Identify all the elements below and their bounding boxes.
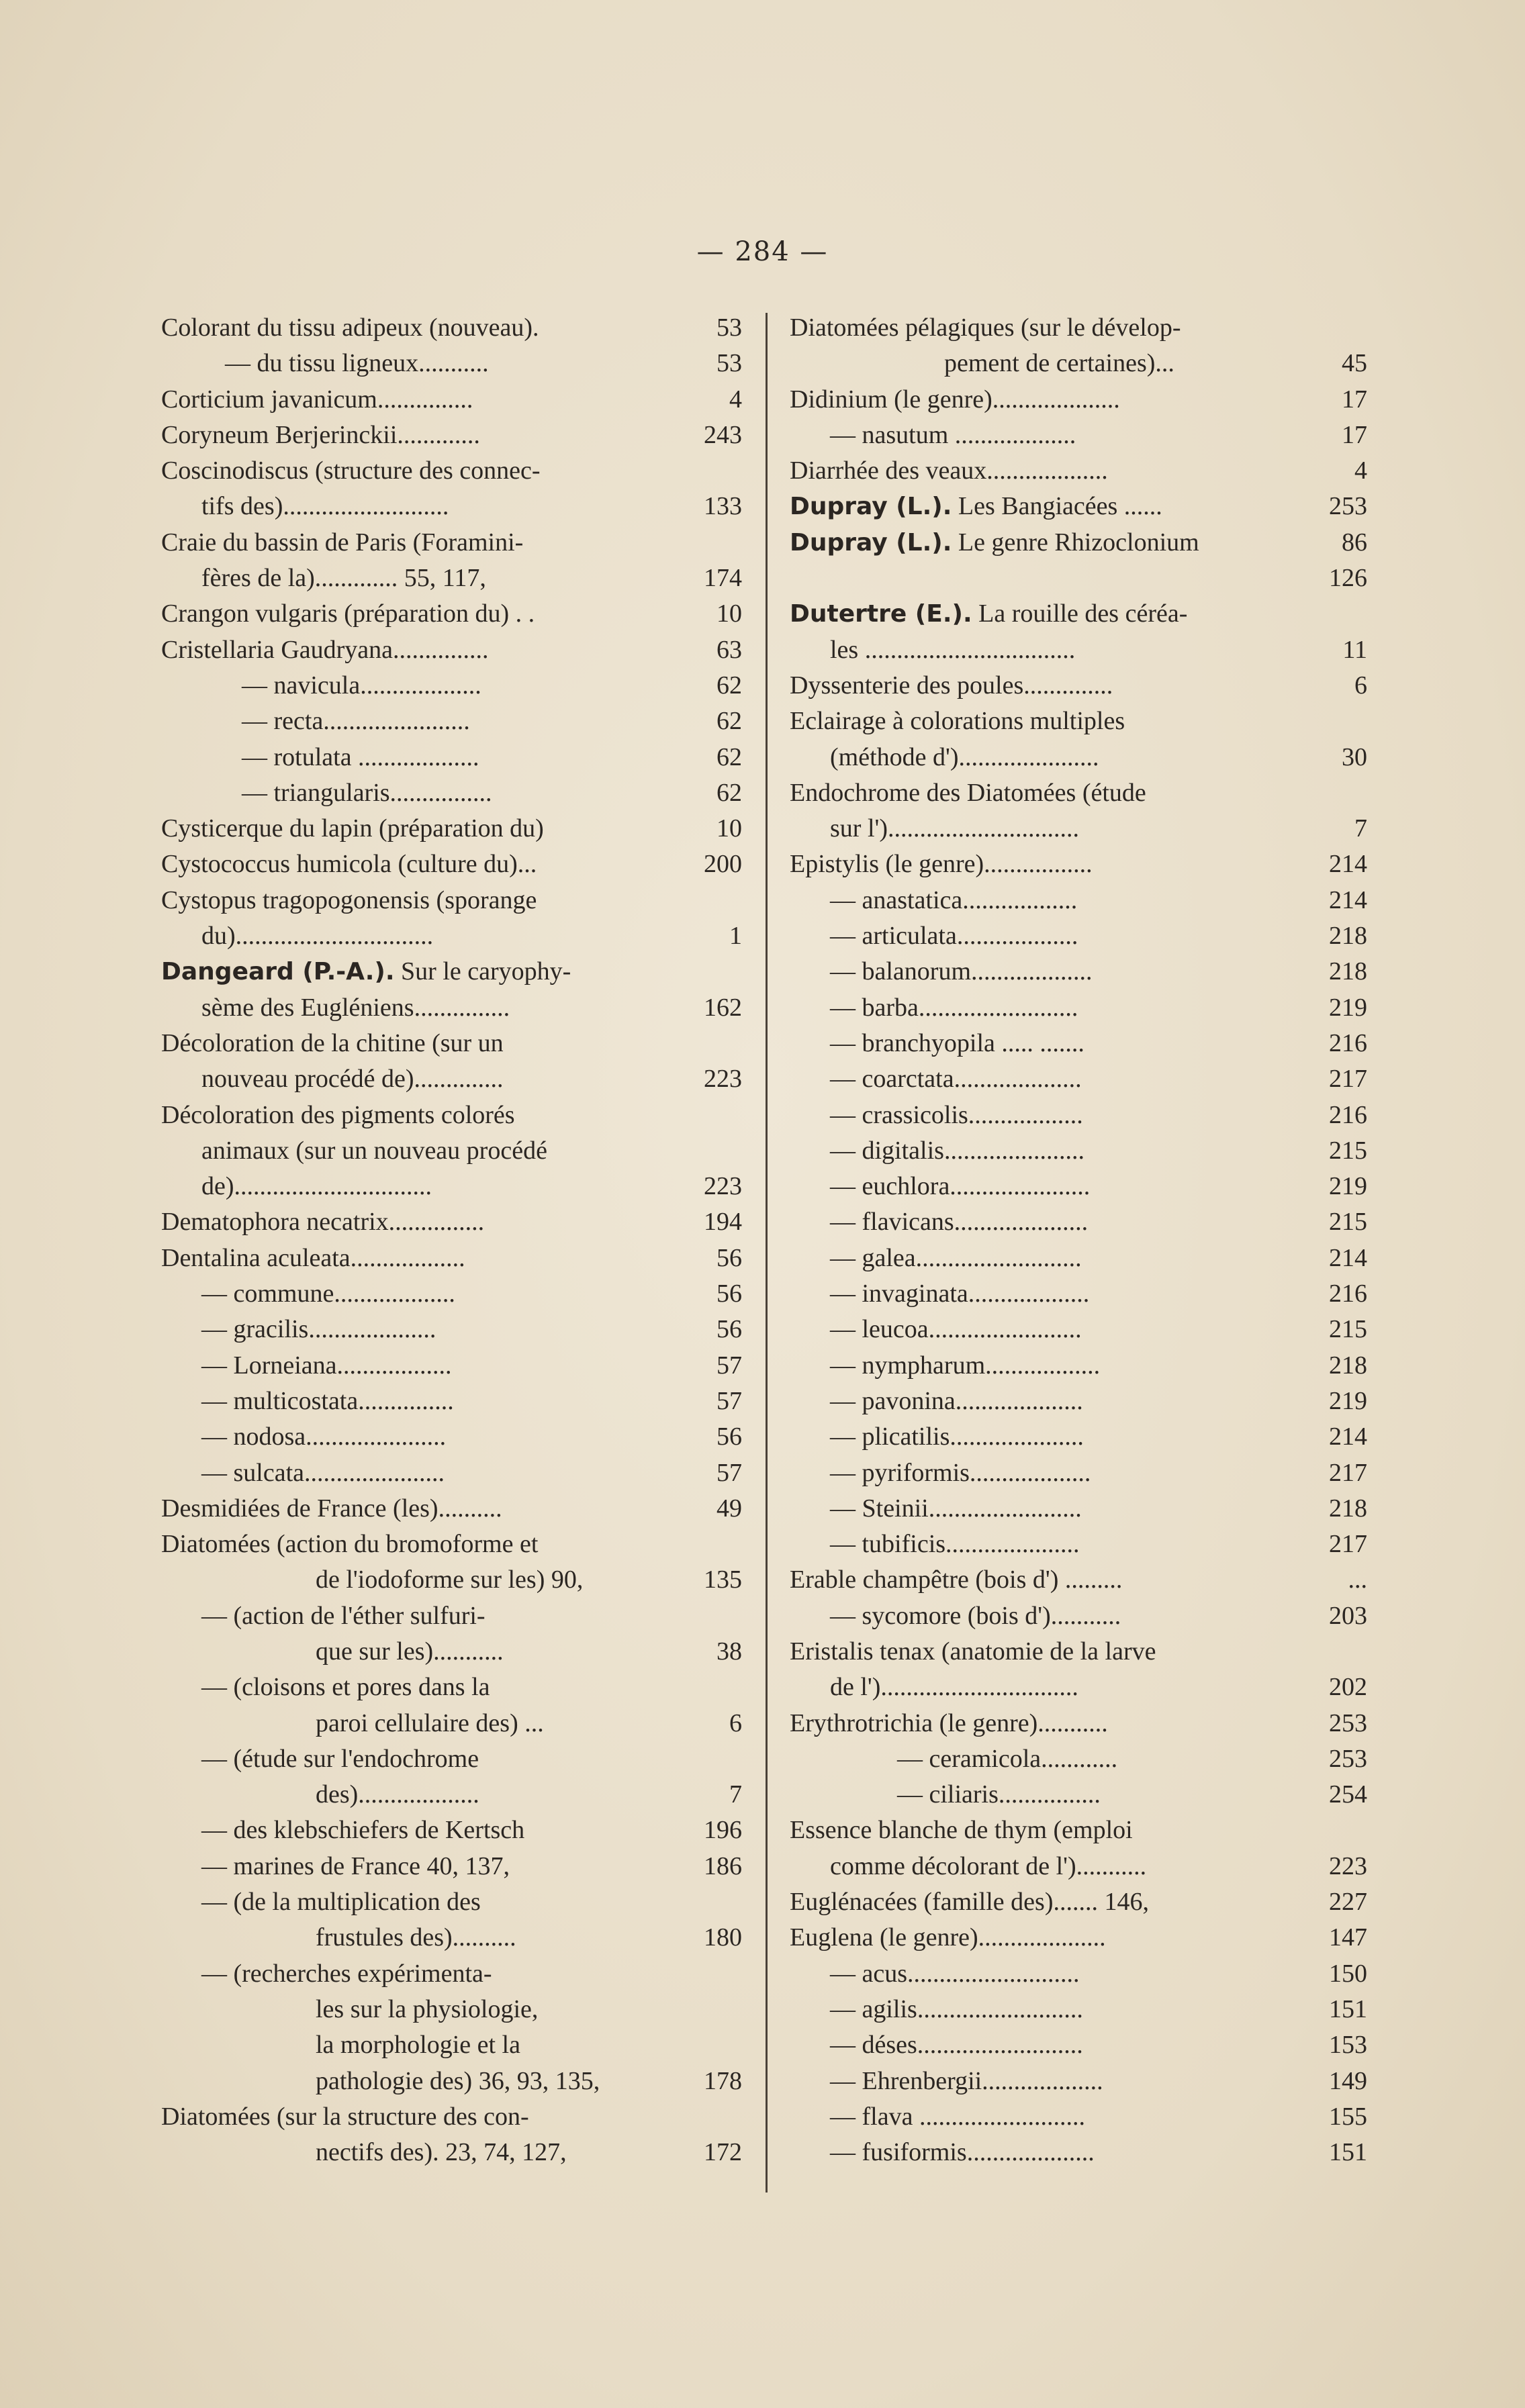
index-entry-text: la morphologie et la	[316, 2031, 520, 2060]
index-entry	[790, 775, 1367, 811]
index-entry-page: 194	[704, 1208, 742, 1237]
index-entry	[161, 1634, 742, 1670]
index-entry-page: 203	[1329, 1601, 1367, 1630]
index-entry-page: 6	[729, 1708, 742, 1737]
index-entry-page: 153	[1329, 2031, 1367, 2060]
index-entry-text: nectifs des). 23, 74, 127,	[316, 2138, 567, 2167]
index-entry-page: 216	[1329, 1028, 1367, 1057]
index-entry-page: 214	[1329, 1423, 1367, 1451]
index-entry-text: — crassicolis..................	[830, 1100, 1083, 1129]
index-entry-text: — déses..........................	[830, 2031, 1083, 2060]
index-entry-text: — Steinii........................	[830, 1494, 1082, 1523]
index-entry	[161, 1026, 742, 1061]
index-entry-text: — coarctata....................	[830, 1065, 1082, 1094]
index-entry-text: — anastatica..................	[830, 885, 1078, 914]
index-entry	[161, 740, 742, 775]
index-entry	[161, 525, 742, 561]
index-entry	[161, 1670, 742, 1705]
index-entry-text: Dematophora necatrix...............	[161, 1208, 485, 1237]
index-entry-text: — rotulata ...................	[242, 742, 479, 771]
index-entry-page: 172	[704, 2138, 742, 2167]
index-entry	[161, 596, 742, 632]
index-entry	[161, 1348, 742, 1384]
index-entry-page: 216	[1329, 1100, 1367, 1129]
index-entry-text: Colorant du tissu adipeux (nouveau).	[161, 314, 539, 342]
index-entry-text: — invaginata...................	[830, 1280, 1090, 1308]
index-entry-text: du)...............................	[201, 922, 434, 951]
index-entry-text: — leucoa........................	[830, 1315, 1082, 1344]
index-entry	[790, 1670, 1367, 1705]
index-entry-text: les sur la physiologie,	[316, 1994, 539, 2023]
index-entry-page: 38	[717, 1637, 742, 1666]
index-entry	[161, 1061, 742, 1097]
index-entry	[790, 954, 1367, 990]
index-entry	[790, 1884, 1367, 1920]
index-entry-page: 1	[729, 922, 742, 951]
index-entry-text: Coscinodiscus (structure des connec-	[161, 456, 541, 485]
index-entry-page: 216	[1329, 1280, 1367, 1308]
index-entry-page: 196	[704, 1816, 742, 1845]
index-entry	[790, 2099, 1367, 2135]
index-entry-text: de l')...............................	[830, 1673, 1078, 1702]
index-entry	[161, 632, 742, 668]
index-entry-text: — acus...........................	[830, 1959, 1080, 1988]
index-entry	[790, 1527, 1367, 1562]
index-entry	[790, 1634, 1367, 1670]
index-entry-text: — pyriformis...................	[830, 1458, 1091, 1487]
index-entry-text: tifs des)..........................	[201, 492, 449, 521]
index-entry-text: — digitalis......................	[830, 1136, 1084, 1165]
index-entry-text: de l'iodoforme sur les) 90,	[316, 1566, 584, 1594]
index-entry	[161, 1527, 742, 1562]
index-entry-text: Dupray (L.). Les Bangiacées ......	[790, 492, 1162, 521]
index-entry-text: — du tissu ligneux...........	[225, 349, 489, 378]
index-entry-text: Diatomées pélagiques (sur le dévelop-	[790, 314, 1181, 342]
index-entry-page: 218	[1329, 922, 1367, 951]
index-entry-page: 62	[717, 778, 742, 807]
index-entry-text: Eclairage à colorations multiples	[790, 707, 1125, 736]
index-entry-page: 57	[717, 1351, 742, 1380]
index-entry	[161, 1598, 742, 1634]
index-entry-page: 219	[1329, 1172, 1367, 1201]
index-entry-text: Dutertre (E.). La rouille des céréa-	[790, 599, 1188, 628]
index-entry-page: 30	[1342, 742, 1367, 771]
index-entry	[790, 1133, 1367, 1169]
index-entry-page: 17	[1342, 420, 1367, 449]
index-entry-page: 10	[717, 599, 742, 628]
index-entry	[161, 1562, 742, 1598]
index-entry-text: Cristellaria Gaudryana...............	[161, 635, 489, 664]
index-entry	[790, 811, 1367, 847]
index-entry-text: (méthode d')......................	[830, 742, 1099, 771]
index-entry-text: — balanorum...................	[830, 957, 1093, 986]
index-column-left	[161, 310, 742, 2170]
index-entry	[161, 1384, 742, 1419]
index-entry-page: 218	[1329, 1351, 1367, 1380]
index-entry-page: 217	[1329, 1530, 1367, 1559]
index-entry-page: 17	[1342, 385, 1367, 414]
index-entry-text: Desmidiées de France (les)..........	[161, 1494, 502, 1523]
index-entry-text: que sur les)...........	[316, 1637, 504, 1666]
index-entry	[790, 2027, 1367, 2063]
index-entry-text: Coryneum Berjerinckii.............	[161, 420, 480, 449]
index-entry-text: les .................................	[830, 635, 1076, 664]
index-entry	[790, 740, 1367, 775]
index-entry	[790, 1491, 1367, 1527]
index-entry	[161, 1419, 742, 1455]
index-entry-page: 253	[1329, 1708, 1367, 1737]
index-entry-page: 217	[1329, 1458, 1367, 1487]
index-entry-page: 243	[704, 420, 742, 449]
index-entry-page: 7	[729, 1780, 742, 1809]
index-entry	[790, 1813, 1367, 1848]
index-entry-text: — (recherches expérimenta-	[201, 1959, 492, 1988]
index-entry-text: — flava ..........................	[830, 2102, 1085, 2131]
index-entry-page: 7	[1354, 814, 1367, 843]
index-entry	[161, 453, 742, 489]
index-entry-text: Essence blanche de thym (emploi	[790, 1816, 1133, 1845]
index-entry-page: 215	[1329, 1315, 1367, 1344]
index-entry-text: — articulata...................	[830, 922, 1078, 951]
index-entry-page: 150	[1329, 1959, 1367, 1988]
index-entry-text: — gracilis....................	[201, 1315, 436, 1344]
index-entry	[790, 525, 1367, 561]
index-entry	[790, 1098, 1367, 1133]
index-entry-text: — galea..........................	[830, 1243, 1082, 1272]
index-entry	[161, 954, 742, 990]
index-entry	[161, 1849, 742, 1884]
index-entry	[161, 775, 742, 811]
index-entry-text: — des klebschiefers de Kertsch	[201, 1816, 525, 1845]
index-entry	[790, 453, 1367, 489]
index-entry-page: 151	[1329, 1994, 1367, 2023]
index-entry-text: — branchyopila ..... .......	[830, 1028, 1084, 1057]
index-entry	[161, 1133, 742, 1169]
index-entry	[790, 1061, 1367, 1097]
index-entry-text: Erable champêtre (bois d') .........	[790, 1566, 1123, 1594]
index-entry-page: 215	[1329, 1208, 1367, 1237]
index-entry-text: Craie du bassin de Paris (Foramini-	[161, 528, 524, 557]
index-entry	[161, 561, 742, 596]
index-entry-text: frustules des)..........	[316, 1923, 516, 1952]
index-entry-page: 133	[704, 492, 742, 521]
index-entry	[161, 2099, 742, 2135]
index-entry	[161, 1098, 742, 1133]
index-entry	[790, 883, 1367, 918]
index-entry	[161, 2064, 742, 2099]
index-entry-page: 11	[1342, 635, 1367, 664]
index-entry	[790, 1276, 1367, 1312]
column-divider	[766, 313, 768, 2193]
index-entry	[161, 1992, 742, 2027]
index-entry-page: 253	[1329, 1744, 1367, 1773]
index-entry-text: Erythrotrichia (le genre)...........	[790, 1708, 1108, 1737]
index-entry-text: — ciliaris................	[897, 1780, 1101, 1809]
index-entry-page: 202	[1329, 1673, 1367, 1702]
index-entry	[161, 668, 742, 704]
index-entry	[790, 668, 1367, 704]
index-entry-page: 6	[1354, 671, 1367, 700]
index-entry-page: 45	[1342, 349, 1367, 378]
index-entry-page: 56	[717, 1243, 742, 1272]
index-entry-text: de)...............................	[201, 1172, 432, 1201]
index-entry	[790, 418, 1367, 453]
index-entry-page: 214	[1329, 1243, 1367, 1272]
index-entry-page: 174	[704, 564, 742, 593]
index-entry-page: 254	[1329, 1780, 1367, 1809]
index-entry-text: — Ehrenbergii...................	[830, 2066, 1103, 2095]
index-entry-page: 49	[717, 1494, 742, 1523]
index-entry-page: 86	[1342, 528, 1367, 557]
index-entry	[161, 1455, 742, 1491]
index-entry-text: Crangon vulgaris (préparation du) . .	[161, 599, 535, 628]
index-entry-page: 227	[1329, 1888, 1367, 1917]
index-entry	[161, 1706, 742, 1741]
index-entry-text: Euglena (le genre)....................	[790, 1923, 1106, 1952]
index-entry	[161, 382, 742, 418]
index-entry-text: Endochrome des Diatomées (étude	[790, 778, 1146, 807]
index-entry	[161, 1741, 742, 1777]
index-entry-text: — sycomore (bois d')...........	[830, 1601, 1121, 1630]
index-entry-page: 62	[717, 671, 742, 700]
index-entry	[161, 489, 742, 524]
index-entry	[161, 704, 742, 739]
index-entry	[790, 1562, 1367, 1598]
index-entry	[790, 1992, 1367, 2027]
index-entry-text: — recta.......................	[242, 707, 470, 736]
index-column-right	[790, 310, 1367, 2170]
index-entry	[161, 1312, 742, 1347]
index-entry	[161, 918, 742, 954]
index-entry-text: des)...................	[316, 1780, 479, 1809]
index-entry	[790, 847, 1367, 882]
index-entry-page: 223	[1329, 1851, 1367, 1880]
index-entry-text: pement de certaines)...	[944, 349, 1174, 378]
index-entry-page: 217	[1329, 1065, 1367, 1094]
index-entry-text: comme décolorant de l')...........	[830, 1851, 1147, 1880]
index-entry-page: 223	[704, 1065, 742, 1094]
index-entry-text: — nodosa......................	[201, 1423, 447, 1451]
index-entry-page: 4	[729, 385, 742, 414]
index-entry-text: Décoloration de la chitine (sur un	[161, 1028, 504, 1057]
index-entry	[161, 1884, 742, 1920]
index-entry-text: Diarrhée des veaux...................	[790, 456, 1108, 485]
index-entry-page: 149	[1329, 2066, 1367, 2095]
index-entry	[161, 990, 742, 1026]
index-entry-page: 10	[717, 814, 742, 843]
index-entry-page: 135	[704, 1566, 742, 1594]
index-entry-text: Décoloration des pigments colorés	[161, 1100, 515, 1129]
index-entry	[790, 346, 1367, 381]
index-entry	[161, 1920, 742, 1956]
index-entry	[790, 1706, 1367, 1741]
index-entry-page: 4	[1354, 456, 1367, 485]
index-entry	[161, 1169, 742, 1204]
index-entry	[790, 1241, 1367, 1276]
index-entry-text: — nympharum..................	[830, 1351, 1101, 1380]
index-entry	[790, 310, 1367, 346]
index-entry-text: Epistylis (le genre).................	[790, 850, 1093, 879]
index-entry-page: 57	[717, 1458, 742, 1487]
index-entry-page: 180	[704, 1923, 742, 1952]
index-entry-text: pathologie des) 36, 93, 135,	[316, 2066, 600, 2095]
index-entry-text: — (étude sur l'endochrome	[201, 1744, 479, 1773]
index-entry-page: 186	[704, 1851, 742, 1880]
index-entry-page: 53	[717, 349, 742, 378]
index-entry-text: Dentalina aculeata..................	[161, 1243, 465, 1272]
index-entry-text: Diatomées (action du bromoforme et	[161, 1530, 539, 1559]
index-entry-text: — plicatilis.....................	[830, 1423, 1084, 1451]
index-entry-page: 200	[704, 850, 742, 879]
index-entry-page: 151	[1329, 2138, 1367, 2167]
index-entry-text: — marines de France 40, 137,	[201, 1851, 510, 1880]
index-entry-page: 214	[1329, 850, 1367, 879]
index-entry	[790, 918, 1367, 954]
index-entry-page: 56	[717, 1280, 742, 1308]
index-entry-page: 62	[717, 707, 742, 736]
index-entry-text: — triangularis................	[242, 778, 492, 807]
index-entry-page: 155	[1329, 2102, 1367, 2131]
index-entry-text: — nasutum ...................	[830, 420, 1076, 449]
index-entry	[790, 1384, 1367, 1419]
index-entry	[161, 847, 742, 882]
index-entry	[790, 382, 1367, 418]
index-entry	[790, 1741, 1367, 1777]
index-entry	[790, 2064, 1367, 2099]
index-entry	[161, 1777, 742, 1813]
index-entry	[161, 883, 742, 918]
index-entry-text: Dangeard (P.-A.). Sur le caryophy-	[161, 957, 571, 986]
index-entry-text: Dupray (L.). Le genre Rhizoclonium	[790, 528, 1199, 557]
index-entry-text: — euchlora......................	[830, 1172, 1091, 1201]
index-entry	[790, 596, 1367, 632]
index-entry-page: 219	[1329, 993, 1367, 1022]
index-entry	[161, 1276, 742, 1312]
index-entry-text: fères de la)............. 55, 117,	[201, 564, 486, 593]
index-entry-text: Euglénacées (famille des)....... 146,	[790, 1888, 1149, 1917]
index-entry-text: — multicostata...............	[201, 1386, 454, 1415]
index-entry-text: — (action de l'éther sulfuri-	[201, 1601, 486, 1630]
index-entry-text: sur l')..............................	[830, 814, 1080, 843]
index-entry-text: Dyssenterie des poules..............	[790, 671, 1113, 700]
index-entry	[161, 346, 742, 381]
index-entry-text: sème des Eugléniens...............	[201, 993, 510, 1022]
index-entry	[161, 1813, 742, 1848]
index-entry-page: 53	[717, 314, 742, 342]
index-entry-text: Cystococcus humicola (culture du)...	[161, 850, 537, 879]
index-entry-page: 162	[704, 993, 742, 1022]
index-entry	[161, 811, 742, 847]
index-entry	[790, 1849, 1367, 1884]
index-entry-text: — (de la multiplication des	[201, 1888, 481, 1917]
index-entry	[161, 1204, 742, 1240]
index-entry-text: Cystopus tragopogonensis (sporange	[161, 885, 537, 914]
index-entry	[790, 1956, 1367, 1992]
index-entry	[790, 1204, 1367, 1240]
index-entry-text: — barba.........................	[830, 993, 1078, 1022]
index-entry	[790, 1312, 1367, 1347]
index-entry	[161, 1241, 742, 1276]
index-entry-text: — flavicans.....................	[830, 1208, 1089, 1237]
index-entry	[161, 310, 742, 346]
index-entry	[790, 1920, 1367, 1956]
index-entry-page: 147	[1329, 1923, 1367, 1952]
index-entry-text: — fusiformis....................	[830, 2138, 1095, 2167]
index-entry	[790, 1777, 1367, 1813]
index-entry-text: — pavonina....................	[830, 1386, 1083, 1415]
index-entry	[161, 2135, 742, 2170]
index-entry	[790, 1419, 1367, 1455]
index-entry	[790, 704, 1367, 739]
index-entry-text: — Lorneiana..................	[201, 1351, 452, 1380]
index-entry	[161, 1491, 742, 1527]
index-entry-text: — ceramicola............	[897, 1744, 1118, 1773]
index-entry	[790, 990, 1367, 1026]
index-entry-page: 62	[717, 742, 742, 771]
index-entry-page: 218	[1329, 957, 1367, 986]
index-entry-page: 126	[1329, 564, 1367, 593]
index-entry	[161, 2027, 742, 2063]
index-entry-text: — tubificis.....................	[830, 1530, 1080, 1559]
index-entry-text: Diatomées (sur la structure des con-	[161, 2102, 529, 2131]
index-entry	[161, 418, 742, 453]
index-entry-page: 57	[717, 1386, 742, 1415]
index-entry-text: nouveau procédé de)..............	[201, 1065, 504, 1094]
index-entry	[790, 1169, 1367, 1204]
index-entry-text: — agilis..........................	[830, 1994, 1083, 2023]
index-entry	[790, 2135, 1367, 2170]
index-entry	[790, 632, 1367, 668]
index-entry-page: 219	[1329, 1386, 1367, 1415]
index-entry-page: ...	[1348, 1566, 1367, 1594]
index-entry-text: Corticium javanicum...............	[161, 385, 473, 414]
index-entry-text: — (cloisons et pores dans la	[201, 1673, 490, 1702]
index-entry	[161, 1956, 742, 1992]
index-entry-page: 253	[1329, 492, 1367, 521]
index-entry	[790, 561, 1367, 596]
index-entry-page: 63	[717, 635, 742, 664]
page-number: — 284 —	[696, 236, 829, 267]
index-entry-page: 223	[704, 1172, 742, 1201]
index-entry-text: Eristalis tenax (anatomie de la larve	[790, 1637, 1156, 1666]
index-entry	[790, 1455, 1367, 1491]
index-entry-text: Didinium (le genre)....................	[790, 385, 1120, 414]
index-entry-page: 215	[1329, 1136, 1367, 1165]
index-entry-text: animaux (sur un nouveau procédé	[201, 1136, 547, 1165]
index-entry-text: Cysticerque du lapin (préparation du)	[161, 814, 544, 843]
index-entry	[790, 489, 1367, 524]
index-entry-text: — sulcata......................	[201, 1458, 445, 1487]
index-entry-page: 178	[704, 2066, 742, 2095]
index-entry-page: 218	[1329, 1494, 1367, 1523]
index-entry-page: 56	[717, 1423, 742, 1451]
index-entry-text: — commune...................	[201, 1280, 455, 1308]
index-entry-text: — navicula...................	[242, 671, 481, 700]
index-entry	[790, 1026, 1367, 1061]
index-entry	[790, 1598, 1367, 1634]
index-entry-page: 214	[1329, 885, 1367, 914]
index-entry-text: paroi cellulaire des) ...	[316, 1708, 544, 1737]
index-entry-page: 56	[717, 1315, 742, 1344]
index-entry	[790, 1348, 1367, 1384]
